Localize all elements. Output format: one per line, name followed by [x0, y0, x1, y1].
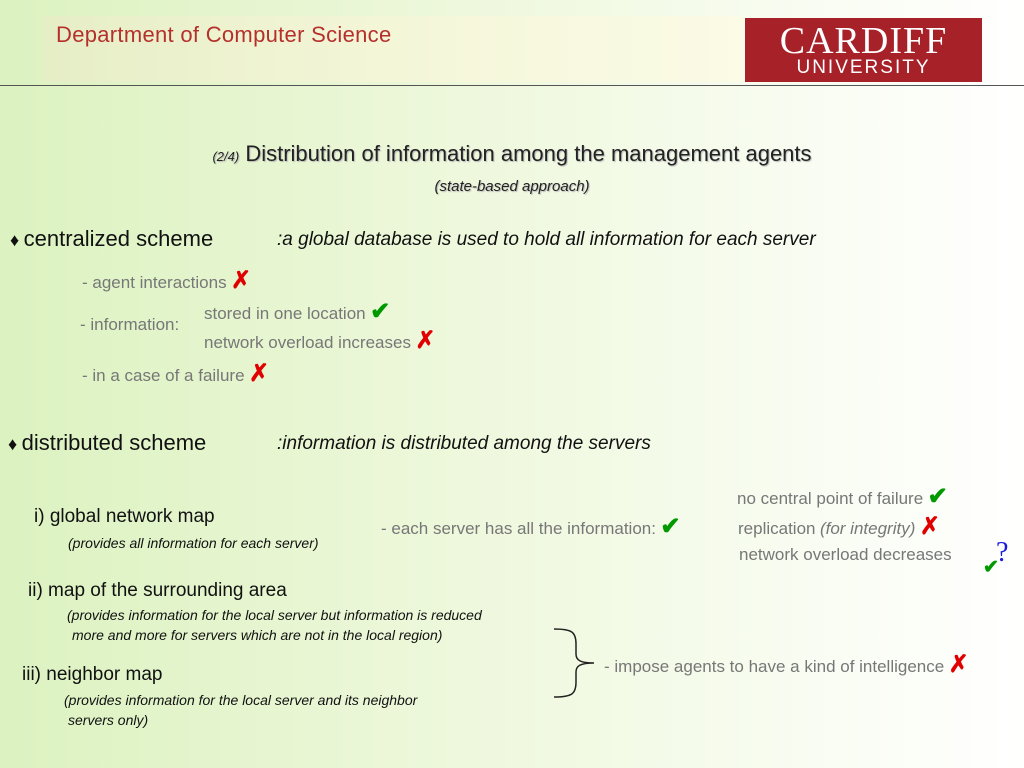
surrounding-map-label: ii) map of the surrounding area [28, 580, 287, 601]
each-server-row [381, 512, 681, 541]
department-title: Department of Computer Science [56, 22, 392, 47]
replication-label: replication [738, 519, 816, 538]
failure-row [82, 359, 269, 388]
slide-subtitle: (state-based approach) [434, 178, 590, 195]
impose-row [604, 650, 969, 679]
cross-mark-icon: ✗ [248, 360, 270, 387]
overload-increases-label: network overload increases [204, 333, 411, 352]
neighbor-map-label: iii) neighbor map [22, 664, 163, 685]
cross-mark-icon: ✗ [919, 513, 940, 540]
cross-mark-icon: ✗ [231, 267, 252, 294]
slide-number: (2/4) [212, 149, 240, 164]
replication-row [738, 512, 940, 541]
neighbor-note-line-2: servers only) [68, 712, 149, 728]
stored-label: stored in one location [204, 304, 366, 323]
check-mark-icon: ✔ [927, 483, 948, 510]
centralized-definition: :a global database is used to hold all information for each server [277, 229, 816, 250]
logo-line-1: CARDIFF [779, 20, 948, 62]
check-mark-icon: ✔ [370, 298, 391, 325]
each-server-label: - each server has all the information: [381, 519, 656, 538]
university-logo [745, 18, 982, 82]
no-central-row [737, 482, 948, 511]
check-mark-icon: ✔ [660, 513, 681, 540]
distributed-definition: :information is distributed among the servers [277, 433, 651, 454]
stored-row [204, 297, 390, 326]
neighbor-note-line-1: (provides information for the local server and its neighbor [64, 692, 418, 708]
centralized-heading-row [10, 226, 213, 252]
curly-brace-icon [550, 626, 606, 700]
agent-interactions-row [82, 266, 251, 295]
logo-line-2: UNIVERSITY [796, 57, 931, 78]
slide-title-text: Distribution of information among the management agents [245, 141, 812, 166]
impose-label: - impose agents to have a kind of intelligence [604, 657, 945, 676]
diamond-bullet-icon: ♦ [10, 230, 20, 250]
overload-decreases-label: network overload decreases [739, 545, 952, 564]
small-check-mark-icon: ✔ [983, 557, 999, 578]
surrounding-note-line-1: (provides information for the local server but information is reduced [67, 607, 482, 623]
global-map-label: i) global network map [34, 506, 215, 527]
cross-mark-icon: ✗ [948, 651, 969, 678]
centralized-heading: centralized scheme [23, 226, 214, 251]
overload-increases-row [204, 326, 436, 355]
surrounding-note-line-2: more and more for servers which are not in the local region) [72, 627, 443, 643]
question-mark-icon: ? [996, 537, 1009, 568]
agent-interactions-label: - agent interactions [82, 273, 227, 292]
distributed-heading: distributed scheme [21, 430, 207, 455]
cross-mark-icon: ✗ [415, 327, 436, 354]
header-divider [0, 85, 1024, 86]
diamond-bullet-icon: ♦ [8, 434, 18, 454]
no-central-label: no central point of failure [737, 489, 924, 508]
information-label: - information: [80, 315, 180, 334]
failure-label: - in a case of a failure [82, 366, 245, 385]
replication-note: (for integrity) [819, 519, 916, 538]
slide-title [0, 141, 1024, 167]
distributed-heading-row [8, 430, 206, 456]
global-map-note: (provides all information for each server) [68, 535, 319, 551]
